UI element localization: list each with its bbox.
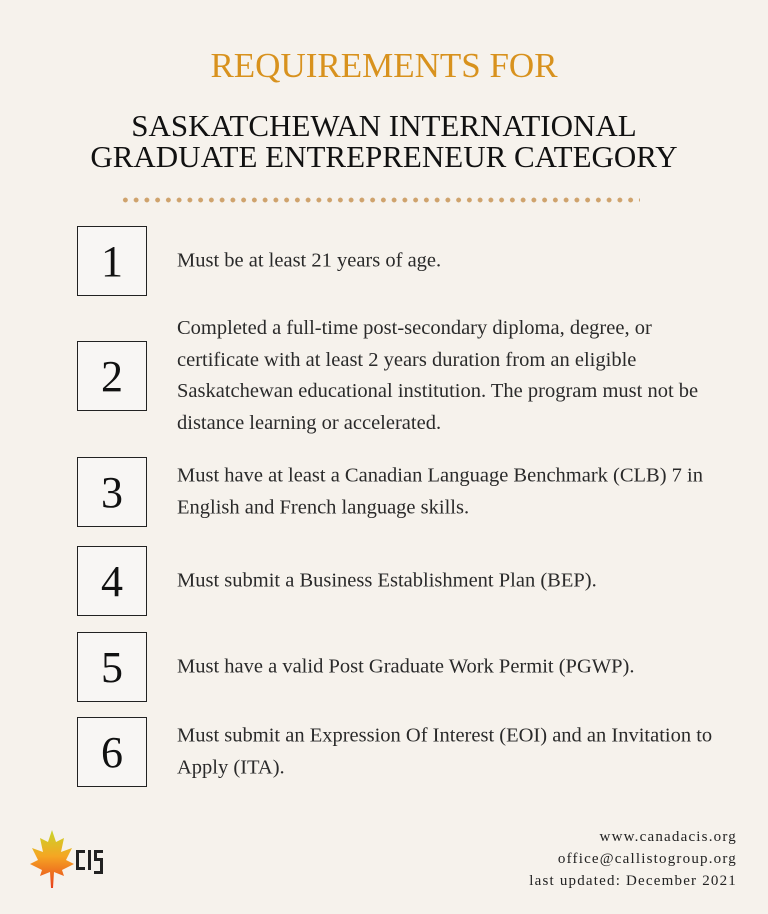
email-link[interactable]: office@callistogroup.org [557,851,737,867]
page-title: REQUIREMENTS FOR [210,46,558,85]
website-link[interactable]: www.canadacis.org [599,829,737,845]
requirement-number: 2 [77,341,147,411]
requirement-text: Completed a full-time post-secondary diploma, degree, or certificate with at least 2 years duration from an eligible Saskatchewan educational institution. The program must not be distance learning or accelerated. [177,317,699,434]
last-updated: last updated: December 2021 [529,873,737,889]
requirement-text: Must submit a Business Establishment Plan (BEP). [177,569,597,592]
requirement-number: 1 [77,226,147,296]
requirement-text: Must be at least 21 years of age. [177,249,442,272]
requirement-item [77,457,717,527]
requirement-text: Must have a valid Post Graduate Work Permit (PGWP). [177,655,635,678]
requirement-item [77,632,717,702]
requirement-item [77,317,717,434]
contact-info [529,826,737,892]
requirement-text: Must submit an Expression Of Interest (EOI) and an Invitation to Apply (ITA). [177,724,713,778]
requirement-item [77,546,717,616]
requirement-item [77,226,717,296]
requirement-number: 6 [77,717,147,787]
requirement-text: Must have at least a Canadian Language Benchmark (CLB) 7 in English and French language skills. [177,464,704,518]
requirement-item [77,717,717,787]
dotted-divider [120,196,640,204]
requirement-number: 5 [77,632,147,702]
requirement-number: 4 [77,546,147,616]
cis-maple-leaf-logo [28,830,118,890]
requirement-number: 3 [77,457,147,527]
page-subtitle [0,110,768,172]
subtitle-line: GRADUATE ENTREPRENEUR CATEGORY [90,139,678,174]
subtitle-line: SASKATCHEWAN INTERNATIONAL [131,108,637,143]
